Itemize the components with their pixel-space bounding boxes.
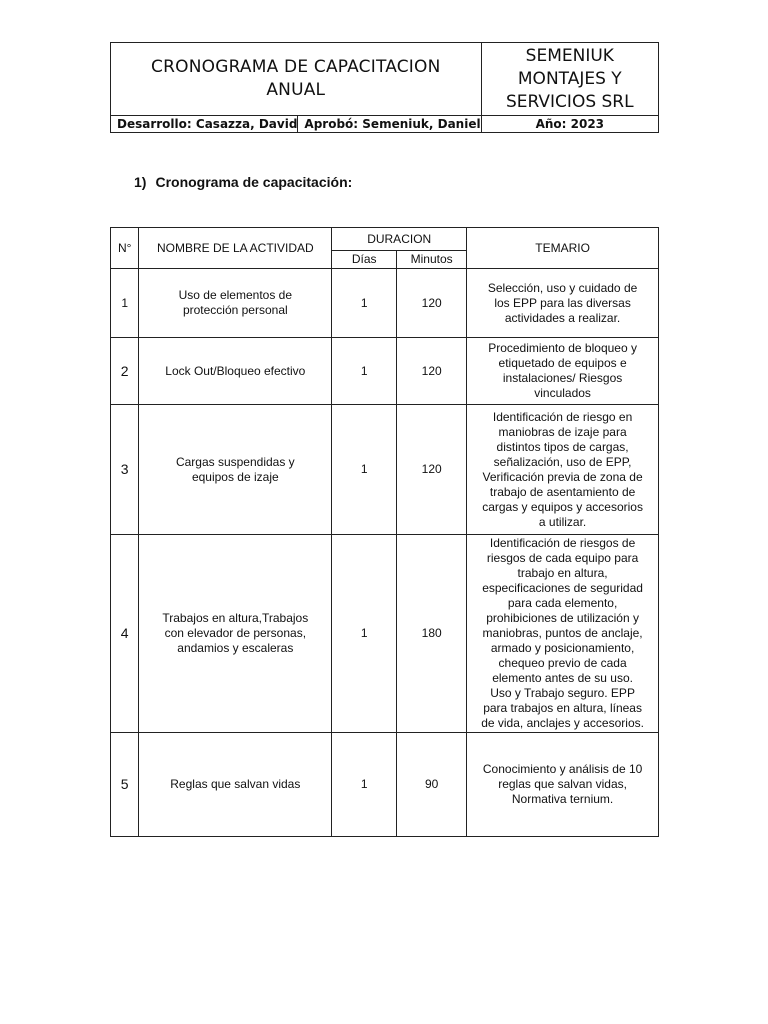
temario-text-line: cargas y equipos y accesorios <box>482 499 643 514</box>
document-header <box>110 42 659 133</box>
desarrollo-value: Casazza, David <box>195 117 298 131</box>
schedule-rows <box>111 269 659 837</box>
minutos-value: 120 <box>397 338 467 405</box>
dias-value: 1 <box>332 338 397 405</box>
temario-text-line: trabajo en altura, <box>517 566 608 580</box>
desarrollo-cell <box>111 116 298 133</box>
dias-value: 1 <box>332 405 397 535</box>
aprobo-cell <box>298 116 481 133</box>
temario-text-line: trabajo de asentamiento de <box>489 484 636 499</box>
activity-name <box>139 338 332 405</box>
minutos-value: 90 <box>397 733 467 837</box>
row-number: 5 <box>111 733 139 837</box>
temario-text <box>467 269 659 338</box>
temario-text-line: señalización, uso de EPP, <box>493 454 632 469</box>
section-number: 1) <box>134 174 147 190</box>
temario-text-line: de vida, anclajes y accesorios. <box>481 716 644 730</box>
aprobo-value: Semeniuk, Daniel <box>362 117 481 131</box>
desarrollo-label: Desarrollo: <box>117 117 192 131</box>
temario-text-line: riesgos de cada equipo para <box>486 551 639 565</box>
table-row <box>111 338 659 405</box>
document-title <box>111 43 482 116</box>
temario-text-line: para cada elemento, <box>507 596 618 610</box>
activity-name-line: Cargas suspendidas y <box>175 454 295 469</box>
section-title-text: Cronograma de capacitación: <box>155 174 353 190</box>
activity-name-line: protección personal <box>182 303 288 317</box>
temario-text-line: Verificación previa de zona de <box>482 469 643 484</box>
activity-name <box>139 405 332 535</box>
dias-value: 1 <box>332 733 397 837</box>
temario-text-line: vinculados <box>534 386 591 400</box>
aprobo-label: Aprobó: <box>304 117 359 131</box>
dias-value: 1 <box>332 269 397 338</box>
minutos-value: 180 <box>397 535 467 733</box>
table-row <box>111 535 659 733</box>
header-temario: TEMARIO <box>467 228 659 269</box>
temario-text <box>467 405 659 535</box>
temario-text <box>467 733 659 837</box>
activity-name-line: Lock Out/Bloqueo efectivo <box>165 363 306 378</box>
temario-text-line: instalaciones/ Riesgos <box>502 371 623 385</box>
header-activity-name: NOMBRE DE LA ACTIVIDAD <box>139 228 332 269</box>
temario-text-line: elemento antes de su uso. <box>492 671 633 685</box>
temario-text-line: distintos tipos de cargas, <box>496 439 629 454</box>
activity-name-line: Reglas que salvan vidas <box>170 777 301 791</box>
dias-value: 1 <box>332 535 397 733</box>
temario-text-line: prohibiciones de utilización y <box>486 611 639 625</box>
activity-name <box>139 269 332 338</box>
training-schedule-table <box>110 227 659 837</box>
temario-text-line: etiquetado de equipos e <box>498 356 627 370</box>
temario-text-line: Procedimiento de bloqueo y <box>488 341 637 355</box>
activity-name <box>139 535 332 733</box>
header-dias: Días <box>332 251 397 269</box>
anio-value: 2023 <box>570 117 605 131</box>
anio-label: Año: <box>535 117 567 131</box>
title-line-1: CRONOGRAMA DE CAPACITACION <box>151 57 441 77</box>
row-number: 1 <box>111 269 139 338</box>
table-row <box>111 733 659 837</box>
activity-name-line: con elevador de personas, <box>164 626 307 640</box>
anio-cell <box>481 116 658 133</box>
temario-text-line: Normativa ternium. <box>511 792 614 806</box>
temario-text <box>467 535 659 733</box>
table-row <box>111 405 659 535</box>
temario-text-line: Identificación de riesgo en <box>492 409 633 424</box>
temario-text-line: los EPP para las diversas <box>494 295 631 310</box>
header-no: N° <box>111 228 139 269</box>
section-heading <box>134 174 352 190</box>
company-name <box>481 43 658 116</box>
activity-name-line: andamios y escaleras <box>177 641 294 655</box>
header-minutos: Minutos <box>397 251 467 269</box>
temario-text-line: a utilizar. <box>538 514 587 529</box>
activity-name <box>139 733 332 837</box>
minutos-value: 120 <box>397 269 467 338</box>
row-number: 2 <box>111 338 139 405</box>
row-number: 4 <box>111 535 139 733</box>
activity-name-line: equipos de izaje <box>191 469 279 484</box>
table-row <box>111 269 659 338</box>
temario-text <box>467 338 659 405</box>
temario-text-line: Uso y Trabajo seguro. EPP <box>490 686 635 700</box>
activity-name-line: Uso de elementos de <box>178 288 293 302</box>
row-number: 3 <box>111 405 139 535</box>
company-line-1: SEMENIUK <box>525 45 614 66</box>
temario-text-line: maniobras de izaje para <box>498 424 627 439</box>
temario-text-line: chequeo previo de cada <box>498 656 627 670</box>
activity-name-line: Trabajos en altura,Trabajos <box>162 611 309 625</box>
company-line-3: SERVICIOS SRL <box>506 91 634 112</box>
temario-text-line: Selección, uso y cuidado de <box>487 280 638 295</box>
temario-text-line: especificaciones de seguridad <box>482 581 643 595</box>
temario-text-line: para trabajos en altura, líneas <box>483 701 642 715</box>
title-line-2: ANUAL <box>266 80 326 100</box>
company-line-2: MONTAJES Y <box>517 68 622 89</box>
temario-text-line: Conocimiento y análisis de 10 <box>482 762 643 776</box>
temario-text-line: maniobras, puntos de anclaje, <box>482 626 643 640</box>
header-duracion: DURACION <box>332 228 467 251</box>
minutos-value: 120 <box>397 405 467 535</box>
temario-text-line: actividades a realizar. <box>504 310 621 325</box>
temario-text-line: reglas que salvan vidas, <box>498 777 627 791</box>
temario-text-line: armado y posicionamiento, <box>490 641 635 655</box>
temario-text-line: Identificación de riesgos de <box>489 536 636 550</box>
